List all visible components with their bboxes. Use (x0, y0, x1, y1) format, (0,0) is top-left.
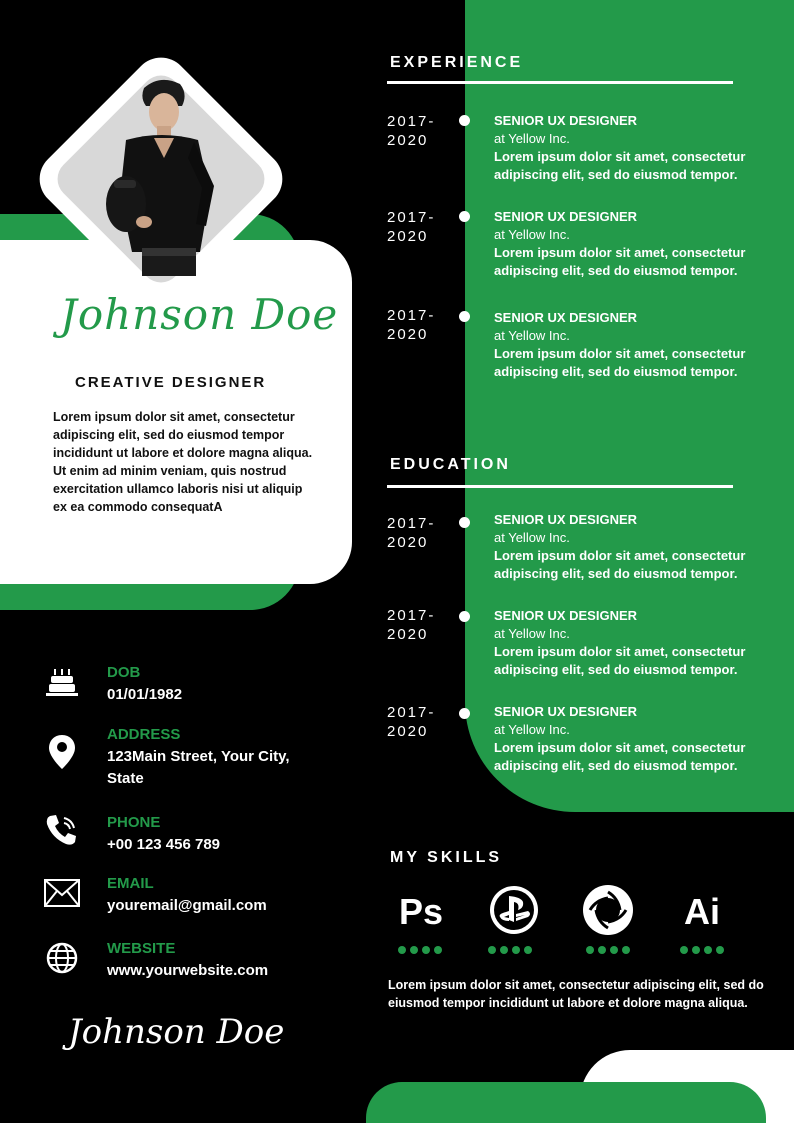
svg-text:Ps: Ps (398, 891, 444, 932)
email-label: EMAIL (107, 875, 154, 892)
skills-description: Lorem ipsum dolor sit amet, consectetur adipiscing elit, sed do eiusmod tempor incididunt ut labore et dolore magna aliqua. (388, 978, 764, 1010)
experience-year: 2017- 2020 (387, 113, 436, 149)
signature: Johnson Doe (68, 1012, 285, 1052)
education-details (494, 511, 784, 583)
experience-year: 2017- 2020 (387, 209, 436, 245)
experience-desc: Lorem ipsum dolor sit amet, consectetur adipiscing elit, sed do eiusmod tempor. (494, 149, 746, 182)
address-value: 123Main Street, Your City, State (107, 748, 290, 787)
experience-desc: Lorem ipsum dolor sit amet, consectetur adipiscing elit, sed do eiusmod tempor. (494, 346, 746, 379)
illustrator-icon (672, 884, 732, 936)
timeline-dot (459, 211, 470, 222)
education-company: at Yellow Inc. (494, 626, 570, 641)
skills-heading: MY SKILLS (390, 849, 503, 866)
dob-value: 01/01/1982 (107, 686, 183, 703)
skill-rating (488, 946, 532, 954)
experience-rule (387, 81, 733, 84)
profile-photo (102, 76, 222, 276)
education-role: SENIOR UX DESIGNER (494, 608, 638, 623)
profile-photo-frame (28, 46, 294, 312)
dob-label: DOB (107, 664, 141, 681)
address-label: ADDRESS (107, 726, 181, 743)
experience-heading: EXPERIENCE (390, 54, 524, 71)
education-heading: EDUCATION (390, 456, 511, 473)
decor-green-shape (366, 1082, 766, 1123)
skill-rating (586, 946, 630, 954)
education-year: 2017- 2020 (387, 607, 436, 643)
experience-company: at Yellow Inc. (494, 131, 570, 146)
education-role: SENIOR UX DESIGNER (494, 512, 638, 527)
education-rule (387, 485, 733, 488)
location-pin-icon (44, 734, 80, 770)
experience-company: at Yellow Inc. (494, 227, 570, 242)
experience-company: at Yellow Inc. (494, 328, 570, 343)
skill-rating (398, 946, 442, 954)
education-details (494, 703, 784, 775)
experience-details (494, 112, 784, 184)
education-details (494, 607, 784, 679)
playstation-icon (484, 884, 544, 936)
timeline-dot (459, 115, 470, 126)
profile-name: Johnson Doe (60, 290, 339, 339)
experience-details (494, 208, 784, 280)
education-desc: Lorem ipsum dolor sit amet, consectetur adipiscing elit, sed do eiusmod tempor. (494, 740, 746, 773)
svg-text:Ai: Ai (684, 891, 720, 932)
education-year: 2017- 2020 (387, 515, 436, 551)
aperture-icon (578, 884, 638, 936)
experience-desc: Lorem ipsum dolor sit amet, consectetur adipiscing elit, sed do eiusmod tempor. (494, 245, 746, 278)
education-desc: Lorem ipsum dolor sit amet, consectetur adipiscing elit, sed do eiusmod tempor. (494, 644, 746, 677)
cake-icon (44, 664, 80, 700)
education-year: 2017- 2020 (387, 704, 436, 740)
phone-icon (44, 812, 80, 848)
globe-icon (44, 940, 80, 976)
skill-rating (680, 946, 724, 954)
experience-details (494, 309, 784, 381)
education-desc: Lorem ipsum dolor sit amet, consectetur adipiscing elit, sed do eiusmod tempor. (494, 548, 746, 581)
website-value: www.yourwebsite.com (107, 962, 269, 979)
job-title: CREATIVE DESIGNER (75, 374, 267, 391)
timeline-dot (459, 708, 470, 719)
timeline-dot (459, 517, 470, 528)
experience-role: SENIOR UX DESIGNER (494, 113, 638, 128)
experience-year: 2017- 2020 (387, 307, 436, 343)
experience-role: SENIOR UX DESIGNER (494, 209, 638, 224)
education-company: at Yellow Inc. (494, 530, 570, 545)
email-value: youremail@gmail.com (107, 897, 267, 914)
envelope-icon (44, 875, 80, 911)
timeline-dot (459, 311, 470, 322)
timeline-dot (459, 611, 470, 622)
phone-label: PHONE (107, 814, 161, 831)
about-text: Lorem ipsum dolor sit amet, consectetur adipiscing elit, sed do eiusmod tempor incididunt ut labore et dolore magna aliqua. Ut enim ad minim veniam, quis nostrud exercitation ullamco laboris nisi ut aliquip ex ea commodo consequatA (53, 410, 313, 514)
photoshop-icon (391, 884, 451, 936)
website-label: WEBSITE (107, 940, 176, 957)
phone-value: +00 123 456 789 (107, 836, 221, 853)
experience-role: SENIOR UX DESIGNER (494, 310, 638, 325)
education-company: at Yellow Inc. (494, 722, 570, 737)
education-role: SENIOR UX DESIGNER (494, 704, 638, 719)
